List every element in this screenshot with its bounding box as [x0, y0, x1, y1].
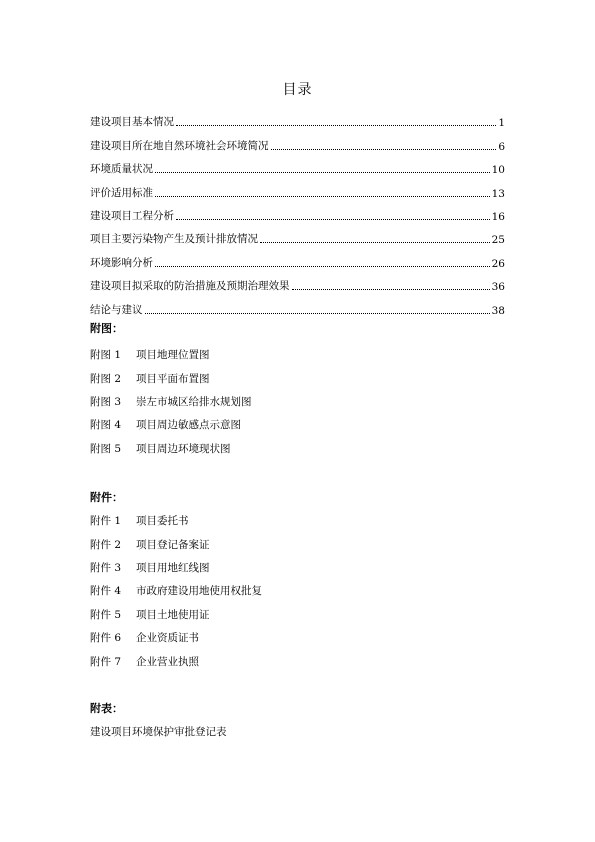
dot-leader — [155, 266, 490, 267]
toc-entry-title: 项目主要污染物产生及预计排放情况 — [90, 233, 258, 246]
toc-entry-title: 建设项目拟采取的防治措施及预期治理效果 — [90, 280, 290, 293]
table-item: 建设项目环境保护审批登记表 — [90, 726, 227, 738]
figure-number: 附图 3 — [90, 395, 122, 408]
attachment-label: 项目登记备案证 — [136, 538, 210, 551]
attachment-item — [90, 509, 262, 532]
toc-entry[interactable] — [90, 270, 505, 293]
attachment-label: 项目土地使用证 — [136, 608, 210, 621]
attachment-number: 附件 1 — [90, 515, 122, 528]
toc-entry-page: 38 — [491, 304, 505, 317]
toc-entry-page: 36 — [491, 281, 505, 294]
attachment-item — [90, 649, 262, 672]
figures-list — [90, 343, 252, 460]
attachment-label: 项目用地红线图 — [136, 561, 210, 574]
figure-label: 项目周边敏感点示意图 — [136, 419, 241, 432]
toc-entry[interactable] — [90, 200, 505, 223]
dot-leader — [176, 219, 490, 220]
toc-entry[interactable] — [90, 223, 505, 246]
figure-label: 项目周边环境现状图 — [136, 442, 231, 455]
toc-entry-title: 环境质量状况 — [90, 163, 153, 176]
attachment-item — [90, 556, 262, 579]
toc-entry-page: 13 — [491, 187, 505, 200]
figure-number: 附图 1 — [90, 349, 122, 362]
figure-number: 附图 5 — [90, 442, 122, 455]
figure-number: 附图 4 — [90, 419, 122, 432]
attachment-label: 项目委托书 — [136, 515, 189, 528]
dot-leader — [155, 172, 490, 173]
table-of-contents — [90, 106, 505, 317]
figure-item — [90, 390, 252, 413]
attachments-heading: 附件： — [90, 491, 123, 504]
toc-entry-page: 26 — [491, 257, 505, 270]
attachment-number: 附件 4 — [90, 585, 122, 598]
attachment-number: 附件 2 — [90, 538, 122, 551]
toc-entry[interactable] — [90, 129, 505, 152]
attachment-label: 市政府建设用地使用权批复 — [136, 585, 262, 598]
figure-label: 崇左市城区给排水规划图 — [136, 395, 252, 408]
attachment-number: 附件 7 — [90, 655, 122, 668]
dot-leader — [260, 242, 490, 243]
dot-leader — [292, 289, 490, 290]
figures-heading: 附图： — [90, 322, 123, 335]
toc-entry-page: 16 — [491, 210, 505, 223]
toc-entry[interactable] — [90, 153, 505, 176]
dot-leader — [271, 149, 497, 150]
toc-entry-title: 结论与建议 — [90, 303, 143, 316]
attachment-label: 企业资质证书 — [136, 632, 199, 645]
figure-item — [90, 366, 252, 389]
toc-entry-title: 评价适用标准 — [90, 186, 153, 199]
attachment-item — [90, 603, 262, 626]
toc-entry-title: 环境影响分析 — [90, 256, 153, 269]
toc-entry-title: 建设项目基本情况 — [90, 116, 174, 129]
dot-leader — [176, 125, 496, 126]
toc-entry[interactable] — [90, 106, 505, 129]
toc-entry-page: 10 — [491, 164, 505, 177]
attachment-item — [90, 532, 262, 555]
toc-entry-page: 1 — [498, 117, 505, 130]
toc-entry[interactable] — [90, 246, 505, 269]
figure-number: 附图 2 — [90, 372, 122, 385]
tables-heading: 附表： — [90, 702, 123, 715]
toc-entry-page: 6 — [498, 140, 505, 153]
attachment-label: 企业营业执照 — [136, 655, 199, 668]
dot-leader — [145, 313, 490, 314]
figure-item — [90, 343, 252, 366]
attachment-number: 附件 3 — [90, 561, 122, 574]
attachments-list — [90, 509, 262, 673]
attachment-item — [90, 579, 262, 602]
figure-label: 项目地理位置图 — [136, 349, 210, 362]
dot-leader — [155, 196, 490, 197]
page-title: 目录 — [282, 82, 313, 98]
toc-entry-page: 25 — [491, 234, 505, 247]
toc-entry[interactable] — [90, 293, 505, 316]
toc-entry[interactable] — [90, 176, 505, 199]
attachment-item — [90, 626, 262, 649]
figure-item — [90, 413, 252, 436]
figure-item — [90, 437, 252, 460]
toc-entry-title: 建设项目工程分析 — [90, 209, 174, 222]
attachment-number: 附件 5 — [90, 608, 122, 621]
toc-entry-title: 建设项目所在地自然环境社会环境简况 — [90, 139, 269, 152]
attachment-number: 附件 6 — [90, 632, 122, 645]
figure-label: 项目平面布置图 — [136, 372, 210, 385]
